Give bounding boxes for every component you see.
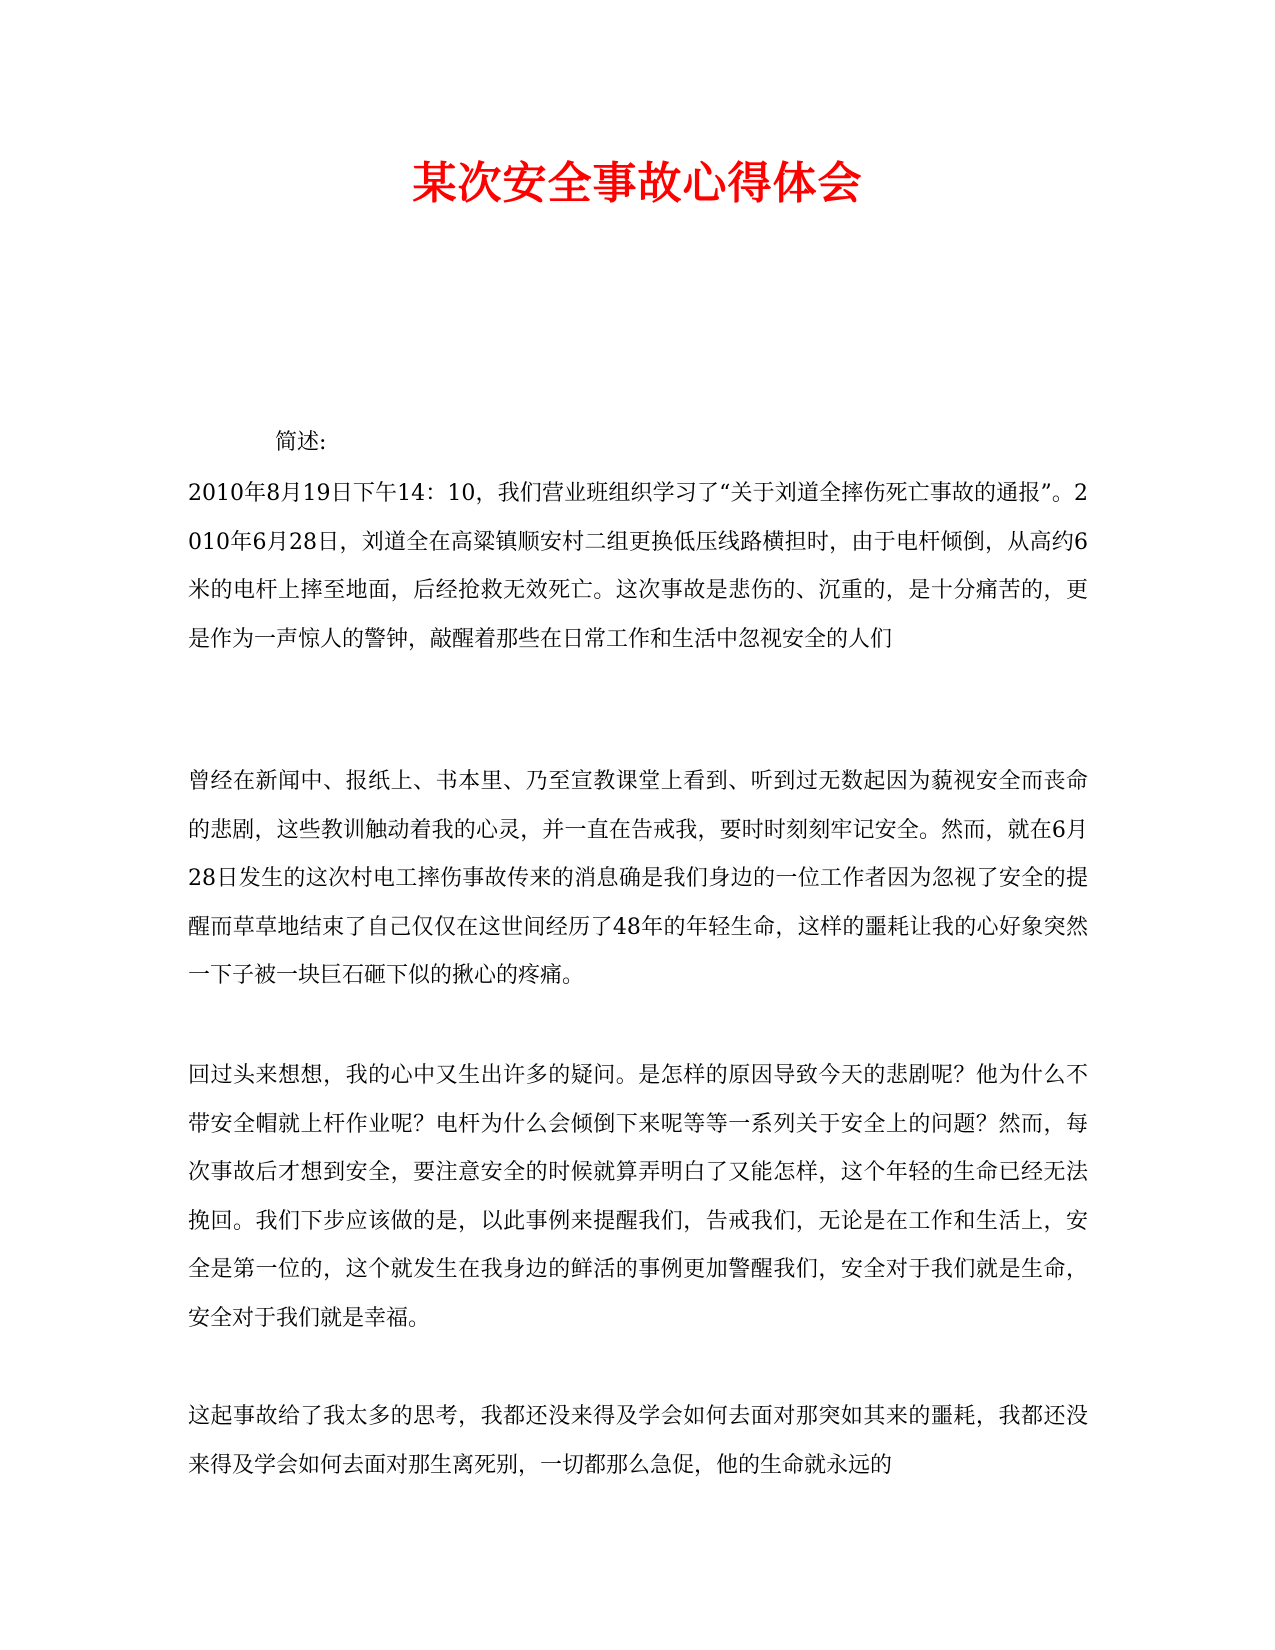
paragraph-3: 回过头来想想，我的心中又生出许多的疑问。是怎样的原因导致今天的悲剧呢？他为什么不带安全帽就上杆作业呢？电杆为什么会倾倒下来呢等等一系列关于安全上的问题？然而，每次事故后才想到安全，要注意安全的时候就算弄明白了又能怎样，这个年轻的生命已经无法挽回。我们下步应该做的是，以此事例来提醒我们，告戒我们，无论是在工作和生活上，安全是第一位的，这个就发生在我身边的鲜活的事例更加警醒我们，安全对于我们就是生命，安全对于我们就是幸福。 xyxy=(188,1063,1088,1331)
paragraph-2: 曾经在新闻中、报纸上、书本里、乃至宣教课堂上看到、听到过无数起因为藐视安全而丧命的悲剧，这些教训触动着我的心灵，并一直在告戒我，要时时刻刻牢记安全。然而，就在6月28日发生的这次村电工摔伤事故传来的消息确是我们身边的一位工作者因为忽视了安全的提醒而草草地结束了自己仅仅在这世间经历了48年的年轻生命，这样的噩耗让我的心好象突然一下子被一块巨石砸下似的揪心的疼痛。 xyxy=(188,769,1088,988)
paragraph-4: 这起事故给了我太多的思考，我都还没来得及学会如何去面对那突如其来的噩耗，我都还没来得及学会如何去面对那生离死别，一切都那么急促，他的生命就永远的 xyxy=(188,1404,1088,1478)
document-title: 某次安全事故心得体会 xyxy=(412,158,863,209)
summary-label: 简述: xyxy=(275,430,327,455)
paragraph-1: 2010年8月19日下午14：10，我们营业班组织学习了“关于刘道全摔伤死亡事故的通报”。2010年6月28日，刘道全在高粱镇顺安村二组更换低压线路横担时，由于电杆倾倒，从高约6米的电杆上摔至地面，后经抢救无效死亡。这次事故是悲伤的、沉重的，是十分痛苦的，更是作为一声惊人的警钟，敲醒着那些在日常工作和生活中忽视安全的人们 xyxy=(188,481,1088,652)
